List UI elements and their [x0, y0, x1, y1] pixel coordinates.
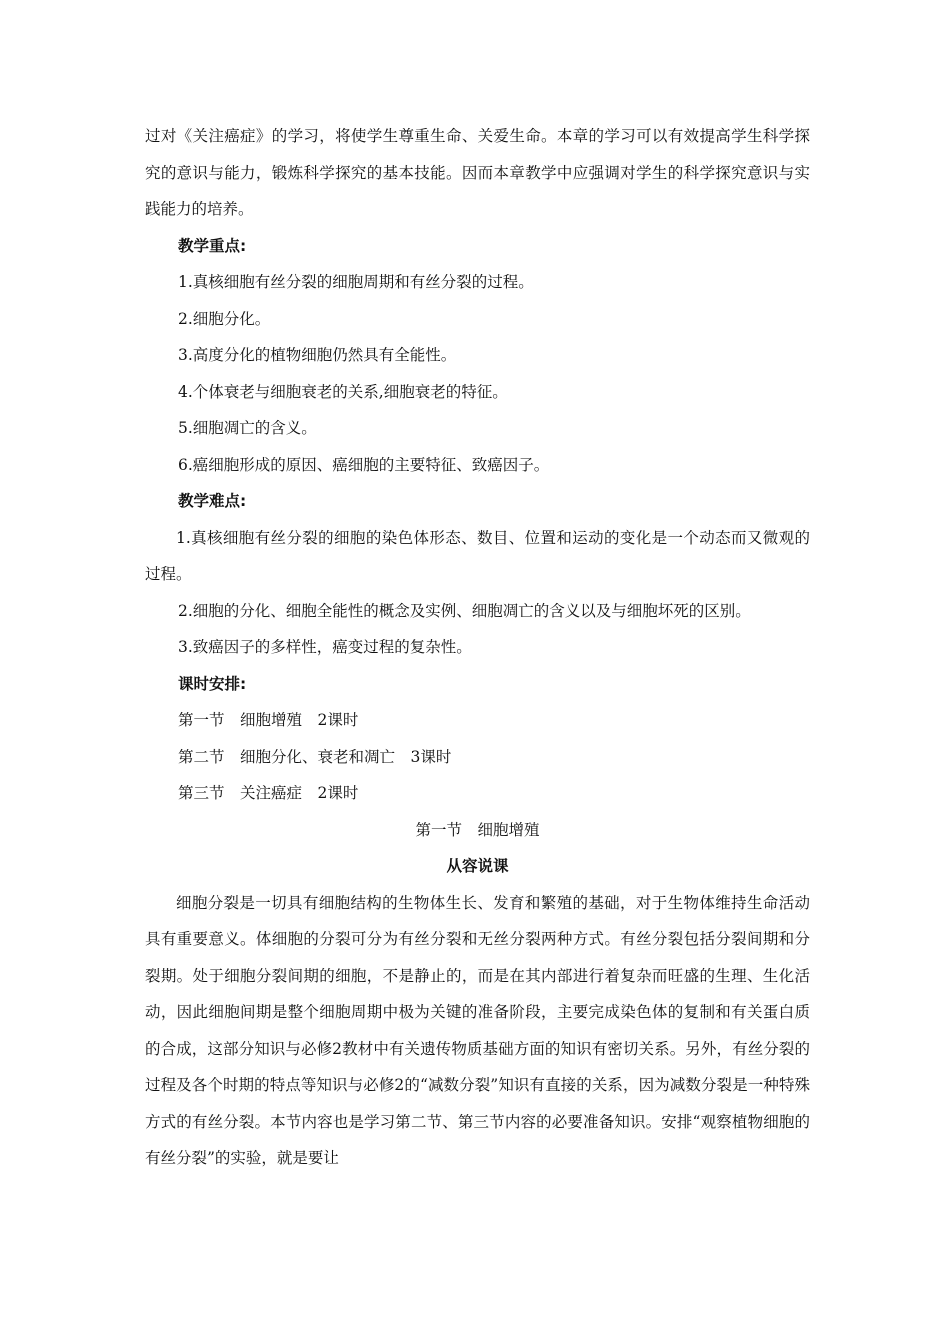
key-point-item: 2.细胞分化。 — [178, 309, 271, 328]
section-subtitle: 从容说课 — [446, 857, 509, 875]
key-point-item: 5.细胞凋亡的含义。 — [178, 419, 317, 437]
intro-paragraph: 过对《关注癌症》的学习，将使学生尊重生命、关爱生命。本章的学习可以有效提高学生科学探究的意识与能力，锻炼科学探究的基本技能。因而本章教学中应强调对学生的科学探究意识与实践能力的培养。 — [145, 127, 810, 218]
difficult-point-item: 1.真核细胞有丝分裂的细胞的染色体形态、数目、位置和运动的变化是一个动态而又微观的过程。 — [145, 528, 810, 583]
key-point-item: 4.个体衰老与细胞衰老的关系,细胞衰老的特征。 — [178, 382, 508, 401]
difficult-points-heading: 教学难点: — [178, 492, 247, 510]
key-point-item: 1.真核细胞有丝分裂的细胞周期和有丝分裂的过程。 — [178, 273, 534, 291]
schedule-row: 第一节 细胞增殖 2课时 — [178, 711, 359, 729]
schedule-row: 第三节 关注癌症 2课时 — [178, 784, 359, 802]
difficult-point-item: 3.致癌因子的多样性，癌变过程的复杂性。 — [178, 638, 472, 656]
schedule-heading: 课时安排: — [178, 674, 247, 693]
section-title: 第一节 细胞增殖 — [415, 820, 540, 839]
difficult-point-item: 2.细胞的分化、细胞全能性的概念及实例、细胞凋亡的含义以及与细胞坏死的区别。 — [178, 601, 751, 620]
key-point-item: 6.癌细胞形成的原因、癌细胞的主要特征、致癌因子。 — [178, 455, 550, 474]
schedule-row: 第二节 细胞分化、衰老和凋亡 3课时 — [178, 747, 452, 766]
key-points-heading: 教学重点: — [178, 236, 247, 255]
key-point-item: 3.高度分化的植物细胞仍然具有全能性。 — [178, 346, 457, 364]
body-paragraph: 细胞分裂是一切具有细胞结构的生物体生长、发育和繁殖的基础，对于生物体维持生命活动具有重要意义。体细胞的分裂可分为有丝分裂和无丝分裂两种方式。有丝分裂包括分裂间期和分裂期。处于细胞分裂间期的细胞，不是静止的，而是在其内部进行着复杂而旺盛的生理、生化活动，因此细胞间期是整个细胞周期中极为关键的准备阶段，主要完成染色体的复制和有关蛋白质的合成，这部分知识与必修2教材中有关遗传物质基础方面的知识有密切关系。另外，有丝分裂的过程及各个时期的特点等知识与必修2的“减数分裂”知识有直接的关系，因为减数分裂是一种特殊方式的有丝分裂。本节内容也是学习第二节、第三节内容的必要准备知识。安排“观察植物细胞的有丝分裂”的实验，就是要让 — [145, 893, 810, 1167]
document-content — [145, 118, 810, 1177]
